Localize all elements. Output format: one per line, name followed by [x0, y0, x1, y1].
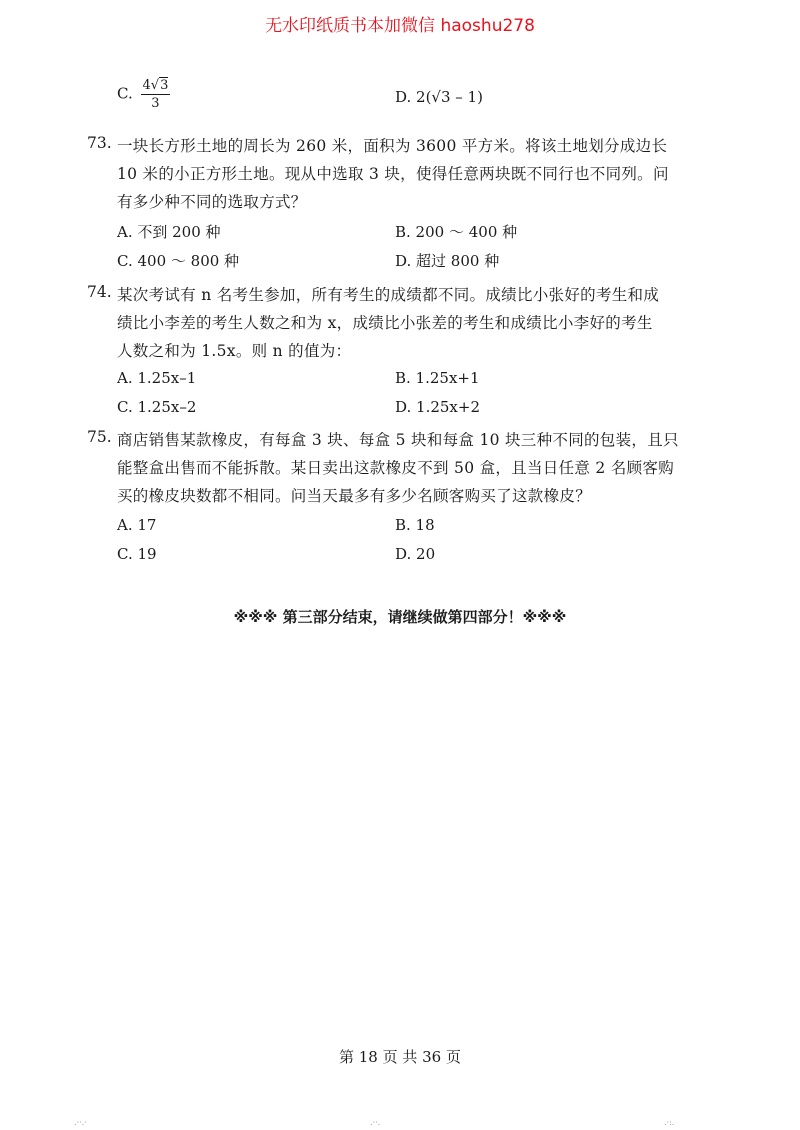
q74-line-1: 某次考试有 n 名考生参加，所有考生的成绩都不同。成绩比小张好的考生和成	[117, 286, 660, 304]
q74-line-3: 人数之和为 1.5x。则 n 的值为：	[117, 342, 352, 360]
q73-line-3: 有多少种不同的选取方式？	[117, 193, 307, 211]
q73-line-1: 一块长方形土地的周长为 260 米，面积为 3600 平方米。将该土地划分成边长	[117, 137, 668, 155]
q75-option-b: B. 18	[395, 516, 435, 534]
q74-option-b: B. 1.25x+1	[395, 369, 480, 387]
scan-speck: .··.	[370, 1118, 381, 1127]
q73-line-2: 10 米的小正方形土地。现从中选取 3 块，使得任意两块既不同行也不同列。问	[117, 165, 669, 183]
q75-option-d: D. 20	[395, 545, 436, 563]
q72-option-c-label: C.	[117, 84, 133, 103]
q72-option-c	[117, 78, 170, 111]
q73-number: 73.	[87, 134, 112, 152]
q74-option-d: D. 1.25x+2	[395, 398, 480, 416]
q75-line-2: 能整盒出售而不能拆散。某日卖出这款橡皮不到 50 盒，且当日任意 2 名顾客购	[117, 459, 674, 477]
page-number-footer: 第 18 页 共 36 页	[338, 1048, 461, 1066]
q73-option-c: C. 400 ～ 800 种	[117, 252, 240, 270]
section-end-note: ※※※ 第三部分结束，请继续做第四部分！※※※	[233, 608, 567, 626]
scan-speck: .··.·	[74, 1118, 87, 1127]
q74-line-2: 绩比小李差的考生人数之和为 x，成绩比小张差的考生和成绩比小李好的考生	[117, 314, 653, 332]
q74-number: 74.	[87, 283, 112, 301]
q73-option-d: D. 超过 800 种	[395, 252, 500, 270]
q75-line-3: 买的橡皮块数都不相同。问当天最多有多少名顾客购买了这款橡皮？	[117, 487, 592, 505]
q73-option-b: B. 200 ～ 400 种	[395, 223, 518, 241]
q72-option-c-fraction: $\frac{4√3}{3}$	[142, 78, 169, 111]
q74-option-c: C. 1.25x–2	[117, 398, 197, 416]
q75-option-c: C. 19	[117, 545, 157, 563]
watermark-text: 无水印纸质书本加微信 haoshu278	[265, 16, 535, 36]
q74-option-a: A. 1.25x–1	[117, 369, 197, 387]
q73-option-a: A. 不到 200 种	[117, 223, 221, 241]
scan-speck: .·:.	[664, 1118, 675, 1127]
q75-line-1: 商店销售某款橡皮，有每盒 3 块、每盒 5 块和每盒 10 块三种不同的包装，且只	[117, 431, 679, 449]
q75-option-a: A. 17	[117, 516, 157, 534]
q72-option-d: D. 2(√3 – 1)	[395, 88, 483, 106]
q75-number: 75.	[87, 428, 112, 446]
